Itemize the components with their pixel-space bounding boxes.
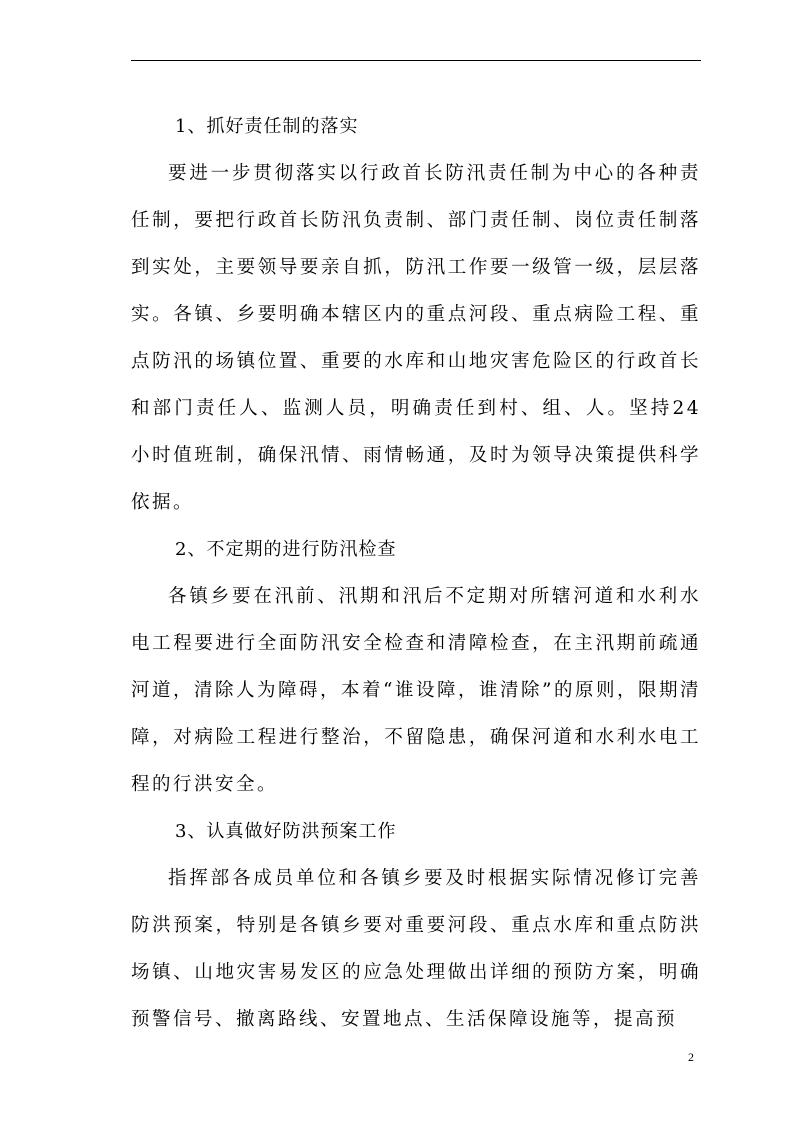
- section-2-paragraph: 各镇乡要在汛前、汛期和汛后不定期对所辖河道和水利水电工程要进行全面防汛安全检查和清障检查，在主汛期前疏通河道，清除人为障碍，本着“谁设障，谁清除”的原则，限期清障，对病险工程进行整治，不留隐患，确保河道和水利水电工程的行洪安全。: [131, 586, 701, 795]
- document-body: [131, 103, 701, 1043]
- section-2-heading: 2、不定期的进行防汛检查: [175, 539, 397, 560]
- header-rule: [131, 60, 701, 61]
- section-3-paragraph: 指挥部各成员单位和各镇乡要及时根据实际情况修订完善防洪预案，特别是各镇乡要对重要河段、重点水库和重点防洪场镇、山地灾害易发区的应急处理做出详细的预防方案，明确预警信号、撤离路线、安置地点、生活保障设施等，提高预: [131, 868, 701, 1030]
- page-number: 2: [688, 1050, 694, 1064]
- section-1-heading: 1、抓好责任制的落实: [175, 116, 359, 137]
- section-3-heading: 3、认真做好防洪预案工作: [175, 821, 397, 842]
- section-1-paragraph: 要进一步贯彻落实以行政首长防汛责任制为中心的各种责任制，要把行政首长防汛负责制、部门责任制、岗位责任制落到实处，主要领导要亲自抓，防汛工作要一级管一级，层层落实。各镇、乡要明确本辖区内的重点河段、重点病险工程、重点防汛的场镇位置、重要的水库和山地灾害危险区的行政首长和部门责任人、监测人员，明确责任到村、组、人。坚持24小时值班制，确保汛情、雨情畅通，及时为领导决策提供科学依据。: [131, 163, 701, 513]
